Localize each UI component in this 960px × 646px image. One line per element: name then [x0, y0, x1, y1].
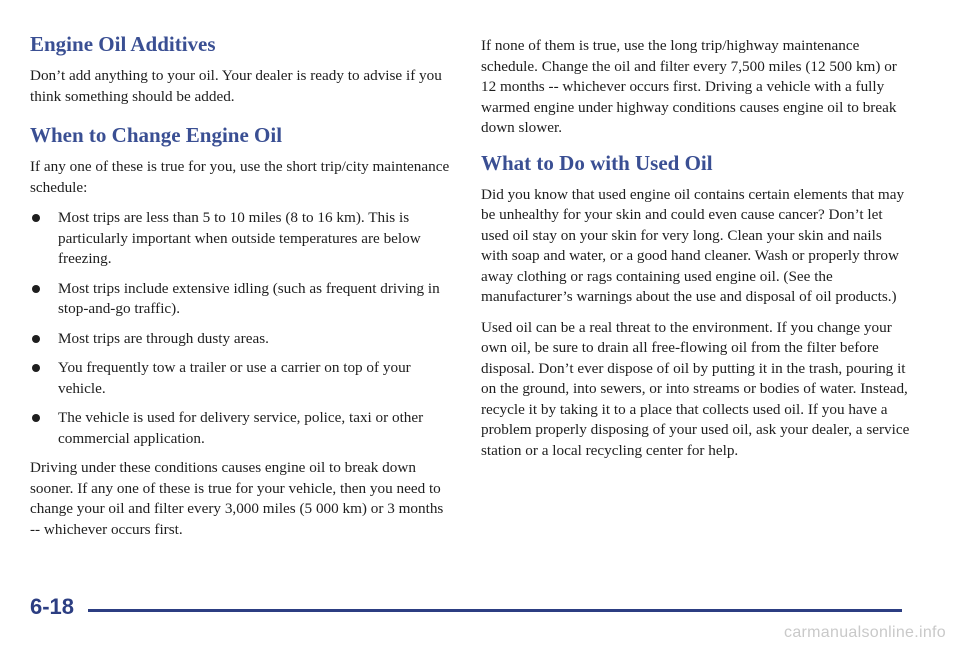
left-column [30, 32, 452, 550]
long-trip-paragraph: If none of them is true, use the long trip/highway maintenance schedule. Change the oil and filter every 7,500 miles (12 500 km) or 12 months -- whichever occurs first. Driving a vehicle with a fully warmed engine under highway conditions causes engine oil to break down slower. [481, 37, 897, 136]
list-item: Most trips are through dusty areas. [30, 329, 452, 350]
bullet-icon [32, 285, 40, 293]
list-item: Most trips include extensive idling (such as frequent driving in stop-and-go traffic). [30, 279, 452, 320]
change-intro-paragraph: If any one of these is true for you, use the short trip/city maintenance schedule: [30, 158, 450, 196]
heading-when-to-change-oil: When to Change Engine Oil [30, 123, 283, 147]
page-footer [30, 592, 902, 622]
list-item: You frequently tow a trailer or use a carrier on top of your vehicle. [30, 358, 452, 399]
watermark: carmanualsonline.info [784, 624, 946, 641]
list-item: The vehicle is used for delivery service, police, taxi or other commercial application. [30, 408, 452, 449]
used-oil-environment-paragraph: Used oil can be a real threat to the environment. If you change your own oil, be sure to drain all free-flowing oil from the filter before disposal. Don’t ever dispose of oil by putting it in the trash, pouring it on the ground, into sewers, or into streams or bodies of water. Instead, recycle it by taking it to a place that collects used oil. If you have a problem properly disposing of your used oil, ask your dealer, a service station or a local recycling center for help. [481, 318, 910, 459]
bullet-icon [32, 364, 40, 372]
short-trip-conclusion-paragraph: Driving under these conditions causes engine oil to break down sooner. If any one of these is true for your vehicle, then you need to change your oil and filter every 3,000 miles (5 000 km) or 3 months -- whichever occurs first. [30, 459, 444, 538]
page-number: 6-18 [30, 594, 75, 619]
footer-rule [88, 609, 902, 612]
additives-paragraph: Don’t add anything to your oil. Your dealer is ready to advise if you think something should be added. [30, 67, 442, 105]
list-item: Most trips are less than 5 to 10 miles (8 to 16 km). This is particularly important when outside temperatures are below freezing. [30, 208, 452, 270]
used-oil-health-paragraph: Did you know that used engine oil contains certain elements that may be unhealthy for your skin and could even cause cancer? Don’t let used oil stay on your skin for very long. Clean your skin and nails with soap and water, or a good hand cleaner. Wash or properly throw away clothing or rags containing used engine oil. (See the manufacturer’s warnings about the use and disposal of oil products.) [481, 185, 905, 305]
right-column [481, 36, 911, 471]
bullet-icon [32, 335, 40, 343]
bullet-icon [32, 214, 40, 222]
heading-engine-oil-additives: Engine Oil Additives [30, 32, 216, 56]
heading-used-oil: What to Do with Used Oil [481, 150, 713, 175]
conditions-list [30, 208, 452, 449]
bullet-icon [32, 414, 40, 422]
